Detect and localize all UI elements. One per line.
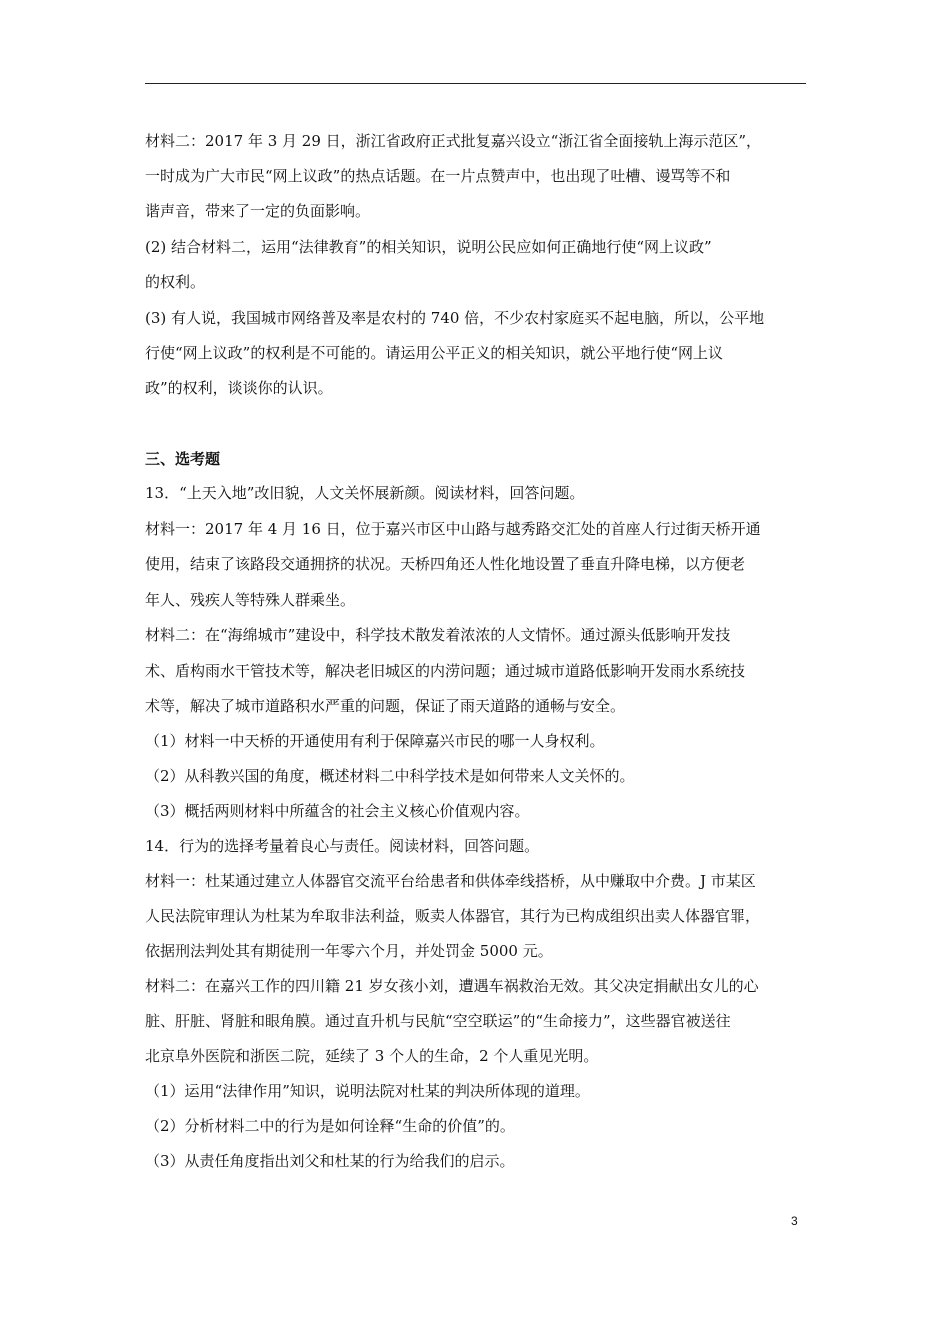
q13-material1-line-2: 使用，结束了该路段交通拥挤的状况。天桥四角还人性化地设置了垂直升降电梯，以方便老 <box>145 555 746 573</box>
header-rule <box>145 83 806 84</box>
q14-material1-line-1: 材料一：杜某通过建立人体器官交流平台给患者和供体牵线搭桥，从中赚取中介费。J 市某区 <box>145 872 756 890</box>
q14-material2-line-3: 北京阜外医院和浙医二院，延续了 3 个人的生命，2 个人重见光明。 <box>145 1047 599 1065</box>
q13-material1-line-1: 材料一：2017 年 4 月 16 日，位于嘉兴市区中山路与越秀路交汇处的首座人行过街天桥开通 <box>145 520 761 538</box>
page-number: 3 <box>791 1214 798 1228</box>
q13-subquestion-2: （2）从科教兴国的角度，概述材料二中科学技术是如何带来人文关怀的。 <box>145 767 635 785</box>
q13-material2-line-2: 术、盾构雨水干管技术等，解决老旧城区的内涝问题；通过城市道路低影响开发雨水系统技 <box>145 662 746 680</box>
q14-material2-line-2: 脏、肝脏、肾脏和眼角膜。通过直升机与民航“空空联运”的“生命接力”，这些器官被送往 <box>145 1012 731 1030</box>
material2-line-2: 一时成为广大市民“网上议政”的热点话题。在一片点赞声中，也出现了吐槽、谩骂等不和 <box>145 167 731 185</box>
question-3-line-1: (3) 有人说，我国城市网络普及率是农村的 740 倍，不少农村家庭买不起电脑，所以，公平地 <box>145 309 765 327</box>
q13-material2-line-3: 术等，解决了城市道路积水严重的问题，保证了雨天道路的通畅与安全。 <box>145 697 626 715</box>
q13-material1-line-3: 年人、残疾人等特殊人群乘坐。 <box>145 591 356 609</box>
q13-subquestion-1: （1）材料一中天桥的开通使用有利于保障嘉兴市民的哪一人身权利。 <box>145 732 605 750</box>
question-2-line-1: (2) 结合材料二，运用“法律教育”的相关知识，说明公民应如何正确地行使“网上议政” <box>145 238 712 256</box>
question-3-line-3: 政”的权利，谈谈你的认识。 <box>145 379 333 397</box>
q14-material1-line-2: 人民法院审理认为杜某为牟取非法利益，贩卖人体器官，其行为已构成组织出卖人体器官罪， <box>145 907 761 925</box>
question-2-line-2: 的权利。 <box>145 273 206 291</box>
section-title: 三、选考题 <box>145 450 221 468</box>
q13-material2-line-1: 材料二：在“海绵城市”建设中，科学技术散发着浓浓的人文情怀。通过源头低影响开发技 <box>145 626 731 644</box>
q14-subquestion-1: （1）运用“法律作用”知识，说明法院对杜某的判决所体现的道理。 <box>145 1082 590 1100</box>
material2-line-1: 材料二：2017 年 3 月 29 日，浙江省政府正式批复嘉兴设立“浙江省全面接轨上海示范区”， <box>145 132 761 150</box>
question-13-title: 13．“上天入地”改旧貌，人文关怀展新颜。阅读材料，回答问题。 <box>145 484 585 502</box>
q13-subquestion-3: （3）概括两则材料中所蕴含的社会主义核心价值观内容。 <box>145 802 530 820</box>
question-14-title: 14．行为的选择考量着良心与责任。阅读材料，回答问题。 <box>145 837 540 855</box>
q14-subquestion-2: （2）分析材料二中的行为是如何诠释“生命的价值”的。 <box>145 1117 515 1135</box>
q14-material1-line-3: 依据刑法判处其有期徒刑一年零六个月，并处罚金 5000 元。 <box>145 942 553 960</box>
q14-subquestion-3: （3）从责任角度指出刘父和杜某的行为给我们的启示。 <box>145 1152 515 1170</box>
material2-line-3: 谐声音，带来了一定的负面影响。 <box>145 202 371 220</box>
question-3-line-2: 行使“网上议政”的权利是不可能的。请运用公平正义的相关知识，就公平地行使“网上议 <box>145 344 724 362</box>
q14-material2-line-1: 材料二：在嘉兴工作的四川籍 21 岁女孩小刘，遭遇车祸救治无效。其父决定捐献出女儿的心 <box>145 977 759 995</box>
